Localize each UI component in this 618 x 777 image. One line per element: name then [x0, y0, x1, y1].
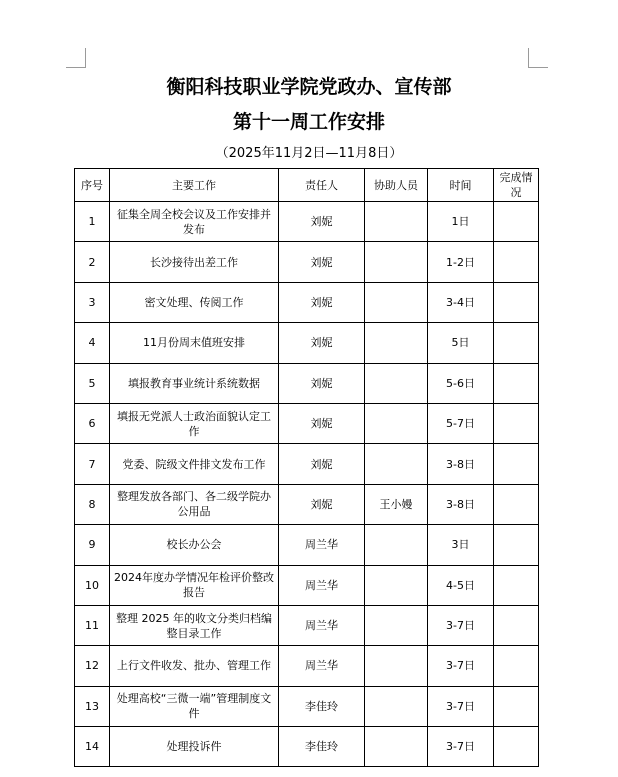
cell-assist [365, 605, 428, 645]
cell-seq: 9 [75, 525, 110, 565]
cell-owner: 周兰华 [279, 525, 365, 565]
crop-mark-top-right-v [528, 48, 529, 68]
cell-task: 处理高校“三微一端”管理制度文件 [110, 686, 279, 726]
cell-assist [365, 363, 428, 403]
table-row [75, 484, 539, 524]
table-row [75, 202, 539, 242]
table-row [75, 242, 539, 282]
cell-status [494, 363, 539, 403]
cell-assist [365, 242, 428, 282]
cell-status [494, 282, 539, 322]
header-status: 完成情况 [494, 169, 539, 202]
cell-status [494, 484, 539, 524]
table-row [75, 646, 539, 686]
table-row [75, 323, 539, 363]
crop-mark-top-left-v [85, 48, 86, 68]
cell-task: 长沙接待出差工作 [110, 242, 279, 282]
crop-mark-top-right-h [528, 67, 548, 68]
cell-task: 密文处理、传阅工作 [110, 282, 279, 322]
cell-status [494, 403, 539, 443]
cell-time: 1日 [428, 202, 494, 242]
cell-task: 上行文件收发、批办、管理工作 [110, 646, 279, 686]
cell-status [494, 444, 539, 484]
cell-task: 2024年度办学情况年检评价整改报告 [110, 565, 279, 605]
cell-assist [365, 202, 428, 242]
cell-task: 校长办公会 [110, 525, 279, 565]
cell-time: 3日 [428, 525, 494, 565]
cell-status [494, 646, 539, 686]
cell-assist: 王小嫚 [365, 484, 428, 524]
cell-time: 3-4日 [428, 282, 494, 322]
cell-task: 11月份周末值班安排 [110, 323, 279, 363]
cell-assist [365, 686, 428, 726]
table-row [75, 444, 539, 484]
cell-time: 5-6日 [428, 363, 494, 403]
table-row [75, 686, 539, 726]
cell-status [494, 686, 539, 726]
cell-assist [365, 565, 428, 605]
cell-owner: 刘妮 [279, 323, 365, 363]
cell-seq: 7 [75, 444, 110, 484]
document-title: 衡阳科技职业学院党政办、宣传部 [166, 76, 452, 98]
cell-owner: 刘妮 [279, 242, 365, 282]
cell-owner: 周兰华 [279, 565, 365, 605]
cell-owner: 李佳玲 [279, 686, 365, 726]
cell-seq: 8 [75, 484, 110, 524]
document-subtitle: 第十一周工作安排 [232, 111, 385, 133]
table-row [75, 605, 539, 645]
cell-assist [365, 403, 428, 443]
cell-seq: 6 [75, 403, 110, 443]
cell-status [494, 323, 539, 363]
cell-seq: 3 [75, 282, 110, 322]
cell-assist [365, 525, 428, 565]
cell-owner: 周兰华 [279, 646, 365, 686]
cell-seq: 2 [75, 242, 110, 282]
cell-seq: 11 [75, 605, 110, 645]
cell-status [494, 727, 539, 767]
cell-seq: 10 [75, 565, 110, 605]
header-task: 主要工作 [110, 169, 279, 202]
cell-time: 3-8日 [428, 484, 494, 524]
cell-owner: 李佳玲 [279, 727, 365, 767]
header-time: 时间 [428, 169, 494, 202]
cell-owner: 刘妮 [279, 202, 365, 242]
cell-task: 征集全周全校会议及工作安排并发布 [110, 202, 279, 242]
cell-task: 填报教育事业统计系统数据 [110, 363, 279, 403]
cell-time: 5日 [428, 323, 494, 363]
cell-task: 党委、院级文件排文发布工作 [110, 444, 279, 484]
cell-time: 3-7日 [428, 646, 494, 686]
cell-seq: 13 [75, 686, 110, 726]
table-row [75, 727, 539, 767]
cell-time: 1-2日 [428, 242, 494, 282]
cell-status [494, 202, 539, 242]
cell-assist [365, 727, 428, 767]
cell-owner: 周兰华 [279, 605, 365, 645]
cell-assist [365, 444, 428, 484]
header-seq: 序号 [75, 169, 110, 202]
table-header-row [75, 169, 539, 202]
cell-owner: 刘妮 [279, 282, 365, 322]
cell-seq: 14 [75, 727, 110, 767]
cell-status [494, 525, 539, 565]
table-row [75, 363, 539, 403]
cell-owner: 刘妮 [279, 484, 365, 524]
cell-owner: 刘妮 [279, 363, 365, 403]
cell-seq: 4 [75, 323, 110, 363]
cell-assist [365, 646, 428, 686]
cell-task: 整理发放各部门、各二级学院办公用品 [110, 484, 279, 524]
cell-time: 5-7日 [428, 403, 494, 443]
cell-status [494, 565, 539, 605]
cell-seq: 5 [75, 363, 110, 403]
cell-assist [365, 323, 428, 363]
cell-seq: 12 [75, 646, 110, 686]
cell-assist [365, 282, 428, 322]
cell-task: 处理投诉件 [110, 727, 279, 767]
cell-seq: 1 [75, 202, 110, 242]
table-row [75, 565, 539, 605]
table-row [75, 282, 539, 322]
cell-status [494, 242, 539, 282]
cell-time: 3-7日 [428, 686, 494, 726]
date-range: （2025年11月2日—11月8日） [215, 146, 403, 161]
cell-time: 3-7日 [428, 605, 494, 645]
cell-time: 4-5日 [428, 565, 494, 605]
cell-task: 填报无党派人士政治面貌认定工作 [110, 403, 279, 443]
cell-owner: 刘妮 [279, 403, 365, 443]
crop-mark-top-left-h [66, 67, 86, 68]
cell-owner: 刘妮 [279, 444, 365, 484]
header-owner: 责任人 [279, 169, 365, 202]
cell-status [494, 605, 539, 645]
cell-time: 3-7日 [428, 727, 494, 767]
schedule-table [74, 168, 539, 767]
table-row [75, 403, 539, 443]
table-row [75, 525, 539, 565]
cell-time: 3-8日 [428, 444, 494, 484]
cell-task: 整理 2025 年的收文分类归档编整目录工作 [110, 605, 279, 645]
header-assist: 协助人员 [365, 169, 428, 202]
